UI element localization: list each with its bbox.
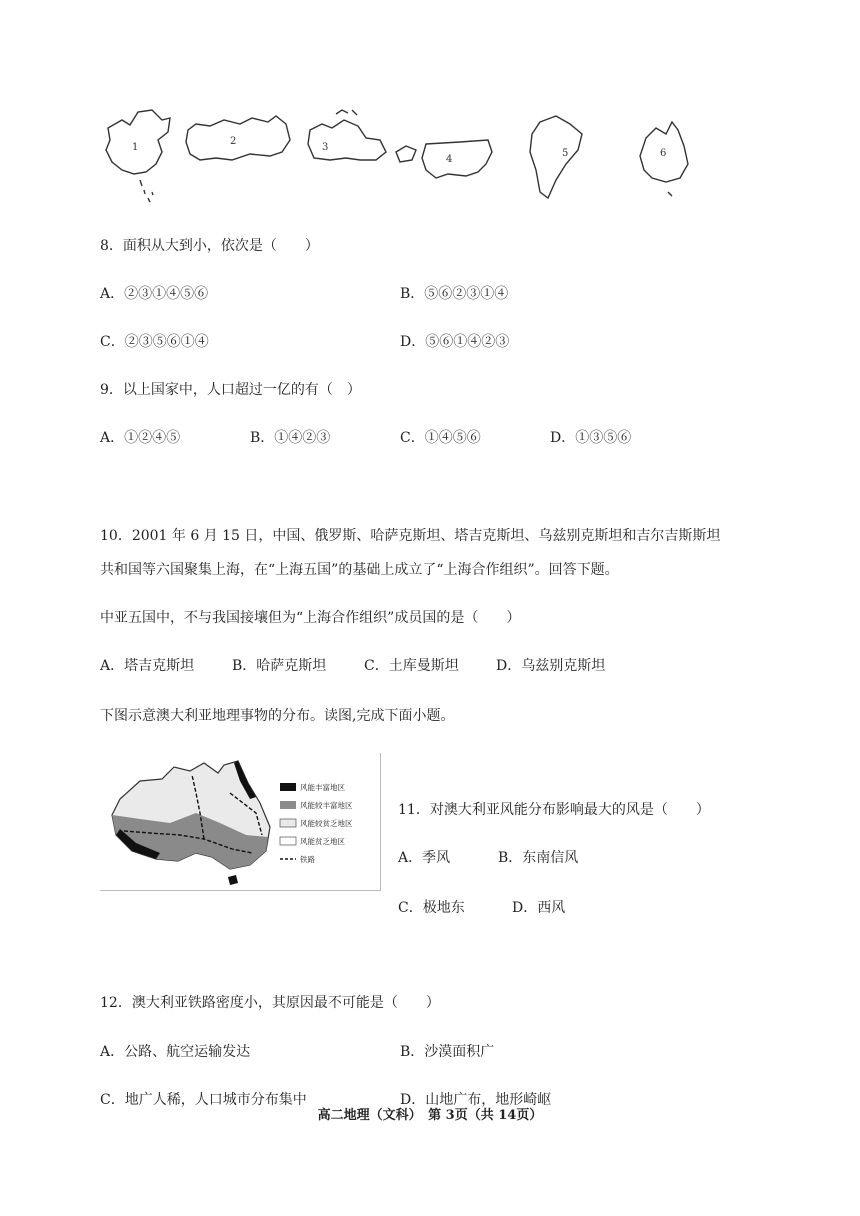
map-label-6: 6 xyxy=(660,148,667,159)
map-country-3 xyxy=(308,120,386,160)
q8-stem: 8．面积从大到小，依次是（ ） xyxy=(100,238,319,254)
legend-label-railway: 铁路 xyxy=(300,855,315,864)
map-country-4 xyxy=(422,140,492,178)
q9-option-c[interactable]: C．①④⑤⑥ xyxy=(400,430,481,446)
map-country-2 xyxy=(186,116,290,160)
map-label-1: 1 xyxy=(132,142,139,153)
legend-label-poorer: 风能较贫乏地区 xyxy=(300,819,353,828)
map-label-5: 5 xyxy=(562,148,569,159)
q10-option-b[interactable]: B．哈萨克斯坦 xyxy=(232,658,327,674)
q10-stem: 中亚五国中，不与我国接壤但为“上海合作组织”成员国的是（ ） xyxy=(100,610,521,626)
q11-option-d[interactable]: D．西风 xyxy=(512,900,566,916)
q10-option-d[interactable]: D．乌兹别克斯坦 xyxy=(496,658,606,674)
q10-option-a[interactable]: A．塔吉克斯坦 xyxy=(100,658,195,674)
q10-paragraph-line1: 10．2001 年 6 月 15 日，中国、俄罗斯、哈萨克斯坦、塔吉克斯坦、乌兹别克斯坦和吉尔吉斯斯坦 xyxy=(100,528,721,544)
q9-option-a[interactable]: A．①②④⑤ xyxy=(100,430,181,446)
q12-option-c[interactable]: C．地广人稀，人口城市分布集中 xyxy=(100,1092,307,1108)
q9-stem: 9．以上国家中，人口超过一亿的有（ ） xyxy=(100,382,361,398)
q8-option-d[interactable]: D．⑤⑥①④②③ xyxy=(400,334,510,350)
page-footer: 高二地理（文科） 第 3页（共 14页） xyxy=(317,1108,543,1123)
q8-option-a[interactable]: A．②③①④⑤⑥ xyxy=(100,286,209,302)
map-label-2: 2 xyxy=(230,136,237,147)
legend-label-rich: 风能较丰富地区 xyxy=(300,801,353,810)
q9-option-b[interactable]: B．①④②③ xyxy=(250,430,331,446)
q12-option-d[interactable]: D．山地广布，地形崎岖 xyxy=(400,1092,552,1108)
map-country-5 xyxy=(530,116,582,198)
q12-option-a[interactable]: A．公路、航空运输发达 xyxy=(100,1044,251,1060)
legend-label-richest: 风能丰富地区 xyxy=(300,783,345,792)
tasmania xyxy=(228,875,238,885)
q10-option-c[interactable]: C．土库曼斯坦 xyxy=(364,658,459,674)
australia-intro: 下图示意澳大利亚地理事物的分布。读图,完成下面小题。 xyxy=(100,708,455,724)
country-outline-maps xyxy=(100,100,720,215)
q9-option-d[interactable]: D．①③⑤⑥ xyxy=(550,430,632,446)
q10-paragraph-line2: 共和国等六国聚集上海，在“上海五国”的基础上成立了“上海合作组织”。回答下题。 xyxy=(100,562,619,578)
map-label-4: 4 xyxy=(446,154,453,165)
q11-option-c[interactable]: C．极地东 xyxy=(398,900,465,916)
q11-option-a[interactable]: A．季风 xyxy=(398,850,451,866)
q11-option-b[interactable]: B．东南信风 xyxy=(498,850,579,866)
legend-swatch-poor xyxy=(280,837,296,845)
australia-wind-map xyxy=(100,753,381,891)
q12-option-b[interactable]: B．沙漠面积广 xyxy=(400,1044,495,1060)
q8-option-c[interactable]: C．②③⑤⑥①④ xyxy=(100,334,209,350)
q12-stem: 12．澳大利亚铁路密度小，其原因最不可能是（ ） xyxy=(100,995,440,1011)
legend-label-poor: 风能贫乏地区 xyxy=(300,837,345,846)
map-label-3: 3 xyxy=(322,142,329,153)
legend-swatch-richest xyxy=(280,783,296,791)
map-legend xyxy=(280,782,353,864)
legend-swatch-poorer xyxy=(280,819,296,827)
q11-stem: 11．对澳大利亚风能分布影响最大的风是（ ） xyxy=(398,802,710,818)
legend-swatch-rich xyxy=(280,801,296,809)
q8-option-b[interactable]: B．⑤⑥②③①④ xyxy=(400,286,509,302)
